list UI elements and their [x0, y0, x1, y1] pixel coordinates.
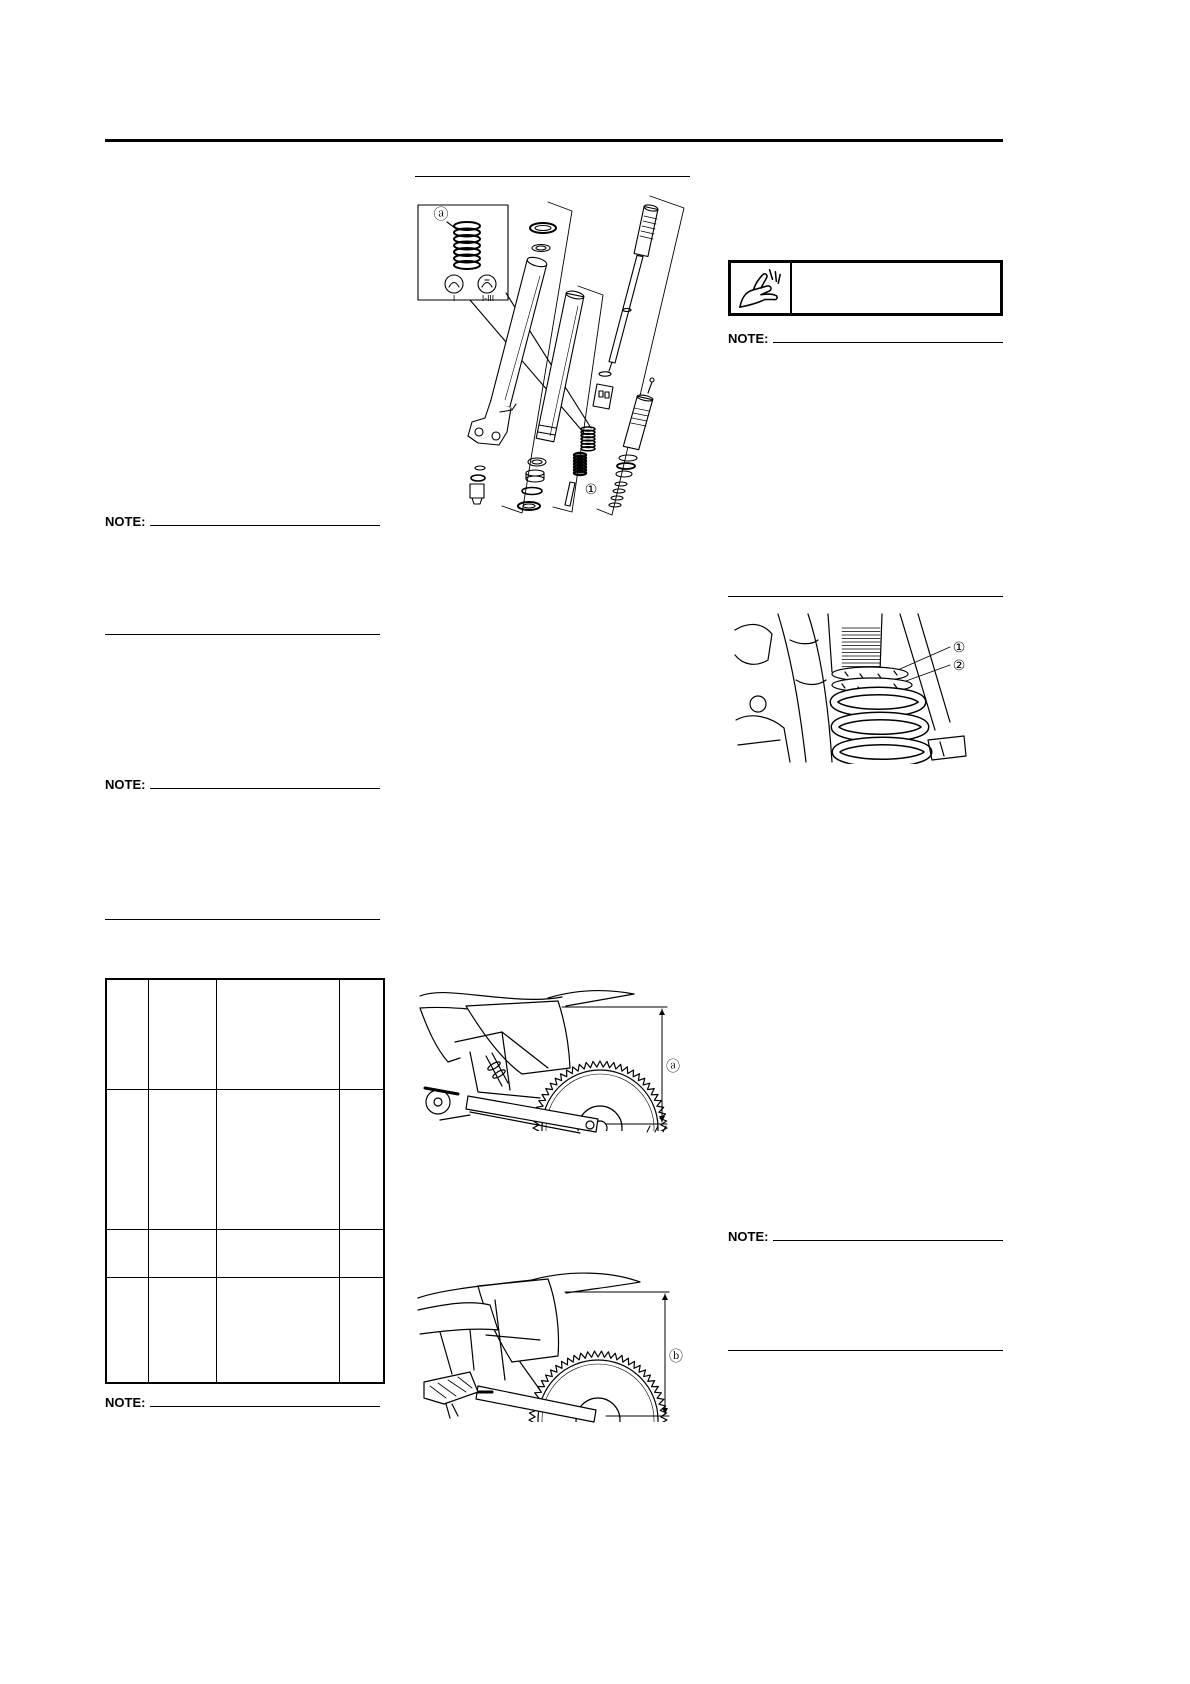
note-heading: [105, 512, 380, 528]
table-cell: [148, 1229, 216, 1277]
table-cell: [216, 1277, 339, 1383]
icon-box-body: [792, 263, 1000, 313]
dimension-a: [562, 1007, 667, 1132]
table-cell: [106, 1277, 148, 1383]
section-rule: [415, 176, 690, 177]
table-cell: [339, 1229, 384, 1277]
note-heading: [728, 1227, 1003, 1243]
table-row: [106, 1229, 384, 1277]
fork-exploded-diagram: [415, 190, 695, 525]
section-rule: [728, 596, 1003, 597]
note-label: NOTE:: [105, 1395, 146, 1410]
top-seals: [530, 223, 556, 252]
note-label: NOTE:: [105, 514, 146, 529]
part-label-1: ①: [584, 482, 598, 498]
part-label-2: ②: [952, 658, 966, 674]
inset-label: ⓐ: [433, 205, 449, 223]
compression-spring: [574, 453, 586, 475]
motorcycle-body: [420, 991, 634, 1133]
note-rule: [773, 342, 1003, 343]
table-cell: [148, 979, 216, 1089]
table-cell: [106, 1089, 148, 1229]
hand-tool-icon: [734, 265, 788, 311]
assembly-frames: [502, 196, 684, 515]
part-label-1: ①: [952, 640, 966, 656]
section-rule: [105, 634, 380, 635]
shock-spring-figure: [730, 612, 975, 764]
table-cell: [339, 979, 384, 1089]
table-row: [106, 1277, 384, 1383]
table-cell: [216, 1089, 339, 1229]
frame-left: [735, 614, 832, 762]
bushings-and-seals: [518, 458, 546, 510]
section-rule: [105, 919, 380, 920]
header-rule: [105, 139, 1003, 142]
view-label-i-iii: I-III: [481, 294, 495, 303]
table-row: [106, 1089, 384, 1229]
note-rule: [150, 525, 380, 526]
damper-rod: [599, 204, 658, 376]
note-heading: [728, 329, 1003, 345]
table-cell: [148, 1277, 216, 1383]
spec-table: [105, 978, 385, 1384]
note-rule: [150, 788, 380, 789]
note-heading: [105, 775, 380, 791]
note-label: NOTE:: [728, 331, 769, 346]
note-rule: [150, 1406, 380, 1407]
view-label-i: I: [452, 294, 456, 303]
icon-cell: [731, 263, 792, 313]
table-row: [106, 979, 384, 1089]
note-rule: [773, 1240, 1003, 1241]
table-cell: [106, 1229, 148, 1277]
tool-icon-box: [728, 260, 1003, 316]
table-cell: [339, 1277, 384, 1383]
rebound-spring: [581, 427, 595, 451]
table-cell: [216, 1229, 339, 1277]
dimension-label-b: ⓑ: [669, 1349, 683, 1365]
shock-body: [828, 614, 882, 672]
note-heading: [105, 1393, 380, 1409]
section-rule: [728, 1350, 1003, 1351]
coil-spring: [834, 691, 928, 763]
rear-height-figure-b: [415, 1268, 685, 1423]
base-valve: [593, 384, 613, 409]
drain-bolt-parts: [470, 466, 485, 504]
table-cell: [216, 979, 339, 1089]
note-label: NOTE:: [728, 1229, 769, 1244]
inner-tube: [536, 290, 584, 442]
damper-cylinder: [609, 378, 654, 507]
note-label: NOTE:: [105, 777, 146, 792]
table-cell: [148, 1089, 216, 1229]
table-cell: [339, 1089, 384, 1229]
rear-height-figure-a: [415, 985, 685, 1135]
detail-inset: [418, 205, 508, 300]
dimension-label-a: ⓐ: [666, 1059, 680, 1075]
table-cell: [106, 979, 148, 1089]
